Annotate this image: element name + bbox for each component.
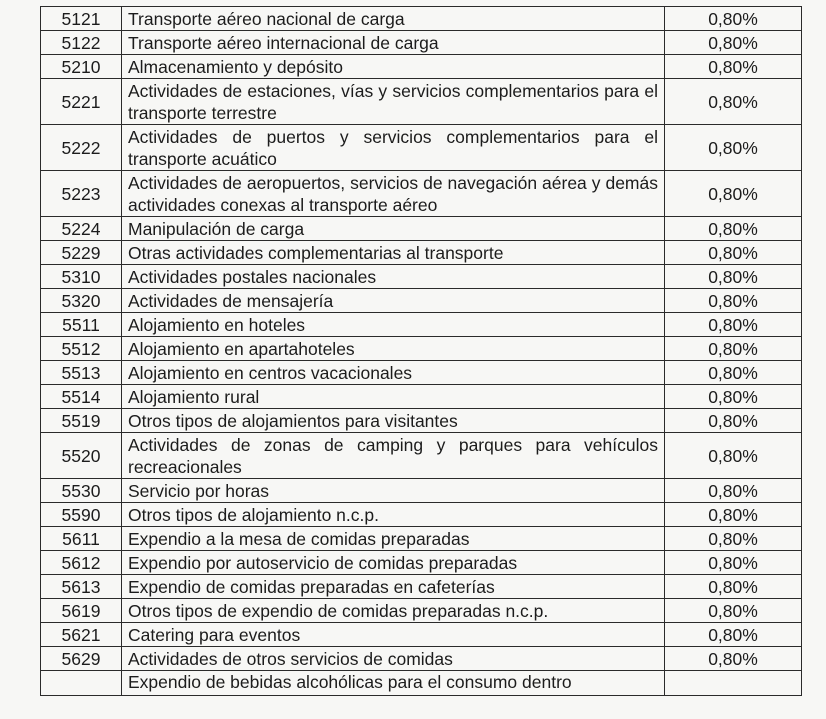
table-row xyxy=(41,385,802,409)
activity-description-cell: Actividades de aeropuertos, servicios de navegación aérea y demás actividades conexas al transporte aéreo xyxy=(122,171,665,217)
tax-rate-cell: 0,80% xyxy=(665,385,802,409)
tax-rate-cell: 0,80% xyxy=(665,623,802,647)
activity-description-cell: Actividades de zonas de camping y parques para vehículos recreacionales xyxy=(122,433,665,479)
activity-description-cell: Actividades de puertos y servicios complementarios para el transporte acuático xyxy=(122,125,665,171)
activity-code-cell: 5210 xyxy=(41,55,122,79)
table-row xyxy=(41,479,802,503)
tax-rate-cell: 0,80% xyxy=(665,217,802,241)
table-row xyxy=(41,125,802,171)
table-row xyxy=(41,337,802,361)
tax-rate-cell: 0,80% xyxy=(665,647,802,671)
tax-rate-cell: 0,80% xyxy=(665,527,802,551)
tax-rate-cell: 0,80% xyxy=(665,361,802,385)
activity-code-cell: 5223 xyxy=(41,171,122,217)
activity-description-cell: Otros tipos de alojamientos para visitantes xyxy=(122,409,665,433)
table-row xyxy=(41,313,802,337)
tax-rate-cell: 0,80% xyxy=(665,433,802,479)
table-row xyxy=(41,265,802,289)
activity-code-cell: 5514 xyxy=(41,385,122,409)
table-row xyxy=(41,31,802,55)
activity-rate-table xyxy=(40,6,802,696)
table-row xyxy=(41,433,802,479)
activity-description-cell: Alojamiento rural xyxy=(122,385,665,409)
activity-code-cell: 5619 xyxy=(41,599,122,623)
tax-rate-cell: 0,80% xyxy=(665,125,802,171)
activity-description-cell: Expendio de comidas preparadas en cafeterías xyxy=(122,575,665,599)
tax-rate-cell: 0,80% xyxy=(665,551,802,575)
activity-description-cell: Actividades de estaciones, vías y servicios complementarios para el transporte terrestre xyxy=(122,79,665,125)
tax-rate-cell: 0,80% xyxy=(665,503,802,527)
activity-code-cell: 5310 xyxy=(41,265,122,289)
activity-code-cell: 5629 xyxy=(41,647,122,671)
activity-code-cell: 5224 xyxy=(41,217,122,241)
tax-rate-cell: 0,80% xyxy=(665,409,802,433)
tax-rate-cell: 0,80% xyxy=(665,265,802,289)
table-body xyxy=(41,7,802,696)
table-row xyxy=(41,623,802,647)
activity-description-cell: Otros tipos de expendio de comidas preparadas n.c.p. xyxy=(122,599,665,623)
activity-code-cell: 5530 xyxy=(41,479,122,503)
activity-code-cell: 5122 xyxy=(41,31,122,55)
table-row xyxy=(41,79,802,125)
activity-code-cell: 5512 xyxy=(41,337,122,361)
tax-rate-cell: 0,80% xyxy=(665,289,802,313)
activity-code-cell: 5611 xyxy=(41,527,122,551)
tax-rate-cell: 0,80% xyxy=(665,241,802,265)
tax-rate-cell: 0,80% xyxy=(665,31,802,55)
activity-code-cell: 5612 xyxy=(41,551,122,575)
activity-code-cell xyxy=(41,671,122,696)
activity-code-cell: 5320 xyxy=(41,289,122,313)
activity-description-cell: Catering para eventos xyxy=(122,623,665,647)
activity-description-cell: Alojamiento en apartahoteles xyxy=(122,337,665,361)
table-row xyxy=(41,289,802,313)
activity-description-cell: Expendio de bebidas alcohólicas para el consumo dentro xyxy=(122,671,665,696)
activity-code-cell: 5222 xyxy=(41,125,122,171)
activity-description-cell: Actividades postales nacionales xyxy=(122,265,665,289)
table-row xyxy=(41,7,802,31)
activity-description-cell: Servicio por horas xyxy=(122,479,665,503)
tax-rate-cell: 0,80% xyxy=(665,313,802,337)
table-row xyxy=(41,671,802,696)
activity-code-cell: 5513 xyxy=(41,361,122,385)
activity-code-cell: 5221 xyxy=(41,79,122,125)
table-row xyxy=(41,409,802,433)
table-row xyxy=(41,647,802,671)
activity-description-cell: Transporte aéreo nacional de carga xyxy=(122,7,665,31)
table-row xyxy=(41,361,802,385)
activity-description-cell: Almacenamiento y depósito xyxy=(122,55,665,79)
activity-description-cell: Expendio por autoservicio de comidas preparadas xyxy=(122,551,665,575)
table-row xyxy=(41,551,802,575)
table-row xyxy=(41,527,802,551)
activity-description-cell: Alojamiento en hoteles xyxy=(122,313,665,337)
tax-rate-cell: 0,80% xyxy=(665,55,802,79)
activity-code-cell: 5621 xyxy=(41,623,122,647)
table-row xyxy=(41,503,802,527)
activity-description-cell: Manipulación de carga xyxy=(122,217,665,241)
activity-code-cell: 5590 xyxy=(41,503,122,527)
tax-rate-cell: 0,80% xyxy=(665,171,802,217)
activity-description-cell: Transporte aéreo internacional de carga xyxy=(122,31,665,55)
activity-description-cell: Otros tipos de alojamiento n.c.p. xyxy=(122,503,665,527)
activity-code-cell: 5511 xyxy=(41,313,122,337)
tax-rate-cell: 0,80% xyxy=(665,7,802,31)
table-row xyxy=(41,241,802,265)
tax-rate-cell: 0,80% xyxy=(665,479,802,503)
table-row xyxy=(41,599,802,623)
tax-rate-cell xyxy=(665,671,802,696)
tax-rate-cell: 0,80% xyxy=(665,575,802,599)
activity-description-cell: Alojamiento en centros vacacionales xyxy=(122,361,665,385)
activity-description-cell: Actividades de otros servicios de comidas xyxy=(122,647,665,671)
tax-rate-cell: 0,80% xyxy=(665,79,802,125)
activity-description-cell: Expendio a la mesa de comidas preparadas xyxy=(122,527,665,551)
activity-description-cell: Otras actividades complementarias al transporte xyxy=(122,241,665,265)
activity-code-cell: 5121 xyxy=(41,7,122,31)
activity-description-cell: Actividades de mensajería xyxy=(122,289,665,313)
table-row xyxy=(41,575,802,599)
table-row xyxy=(41,217,802,241)
table-row xyxy=(41,55,802,79)
activity-code-cell: 5229 xyxy=(41,241,122,265)
table-row xyxy=(41,171,802,217)
activity-code-cell: 5519 xyxy=(41,409,122,433)
tax-rate-cell: 0,80% xyxy=(665,337,802,361)
activity-code-cell: 5520 xyxy=(41,433,122,479)
activity-code-cell: 5613 xyxy=(41,575,122,599)
tax-rate-cell: 0,80% xyxy=(665,599,802,623)
